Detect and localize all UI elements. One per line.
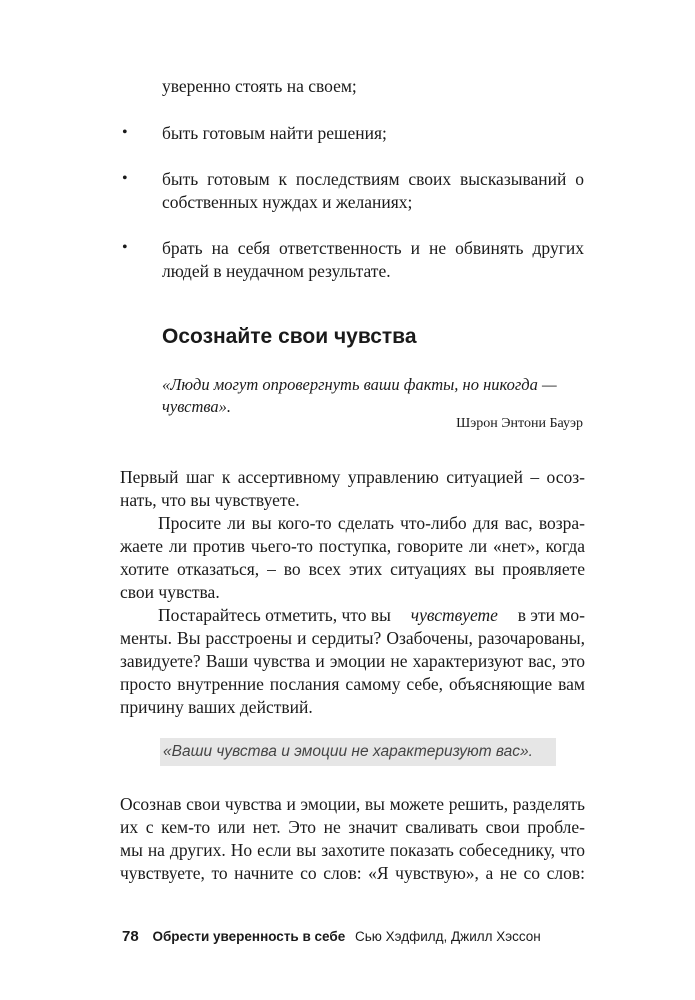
body-line: свои чувства. (120, 582, 220, 602)
body-line: Осознав свои чувства и эмоции, вы можете решить, разделять (120, 794, 585, 814)
book-title: Обрести уверенность в себе (152, 929, 346, 944)
bullet-icon: • (122, 239, 128, 256)
body-line (158, 604, 585, 626)
bullet-icon: • (122, 124, 128, 141)
emphasis-text: чувствуете (410, 605, 498, 625)
epigraph-author: Шэрон Энтони Бауэр (456, 416, 583, 431)
body-line: жаете ли против чьего-то поступка, говорите ли «нет», когда (120, 536, 585, 556)
body-line: хотите отказаться, – во всех этих ситуациях вы проявляете (120, 559, 585, 579)
body-text: Постарайтесь отметить, что вы (158, 605, 391, 625)
body-line: завидуете? Ваши чувства и эмоции не характеризуют вас, это (120, 651, 585, 671)
body-text: в эти мо- (517, 605, 585, 625)
list-item-continuation: людей в неудачном результате. (162, 261, 391, 281)
page-footer (122, 928, 541, 946)
list-item-continuation: собственных нуждах и желаниях; (162, 192, 413, 212)
epigraph-line: «Люди могут опровергнуть ваши факты, но никогда — (162, 375, 557, 394)
body-line: причину ваших действий. (120, 697, 313, 717)
body-line: просто внутренние послания самому себе, объясняющие вам (120, 674, 585, 694)
body-line: менты. Вы расстроены и сердиты? Озабочены, разочарованы, (120, 628, 585, 648)
body-line: их с кем-то или нет. Это не значит сваливать свои пробле- (120, 817, 585, 837)
body-line: чувствуете, то начните со слов: «Я чувствую», а не со слов: (120, 863, 585, 883)
body-line: мы на других. Но если вы захотите показать собеседнику, что (120, 840, 585, 860)
list-item: уверенно стоять на своем; (162, 76, 357, 96)
list-item: брать на себя ответственность и не обвинять других (162, 238, 584, 258)
body-line: нать, что вы чувствуете. (120, 490, 300, 510)
bullet-icon: • (122, 170, 128, 187)
list-item: быть готовым к последствиям своих высказываний о (162, 169, 584, 189)
page-number: 78 (122, 928, 139, 945)
section-heading: Осознайте свои чувства (162, 325, 417, 348)
body-line: Просите ли вы кого-то сделать что-либо для вас, возра- (158, 513, 585, 533)
epigraph-line: чувства». (162, 397, 232, 416)
book-authors: Сью Хэдфилд, Джилл Хэссон (354, 929, 541, 944)
body-line: Первый шаг к ассертивному управлению ситуацией – осоз- (120, 467, 585, 487)
pullquote: «Ваши чувства и эмоции не характеризуют вас». (163, 743, 533, 760)
list-item: быть готовым найти решения; (162, 123, 387, 143)
